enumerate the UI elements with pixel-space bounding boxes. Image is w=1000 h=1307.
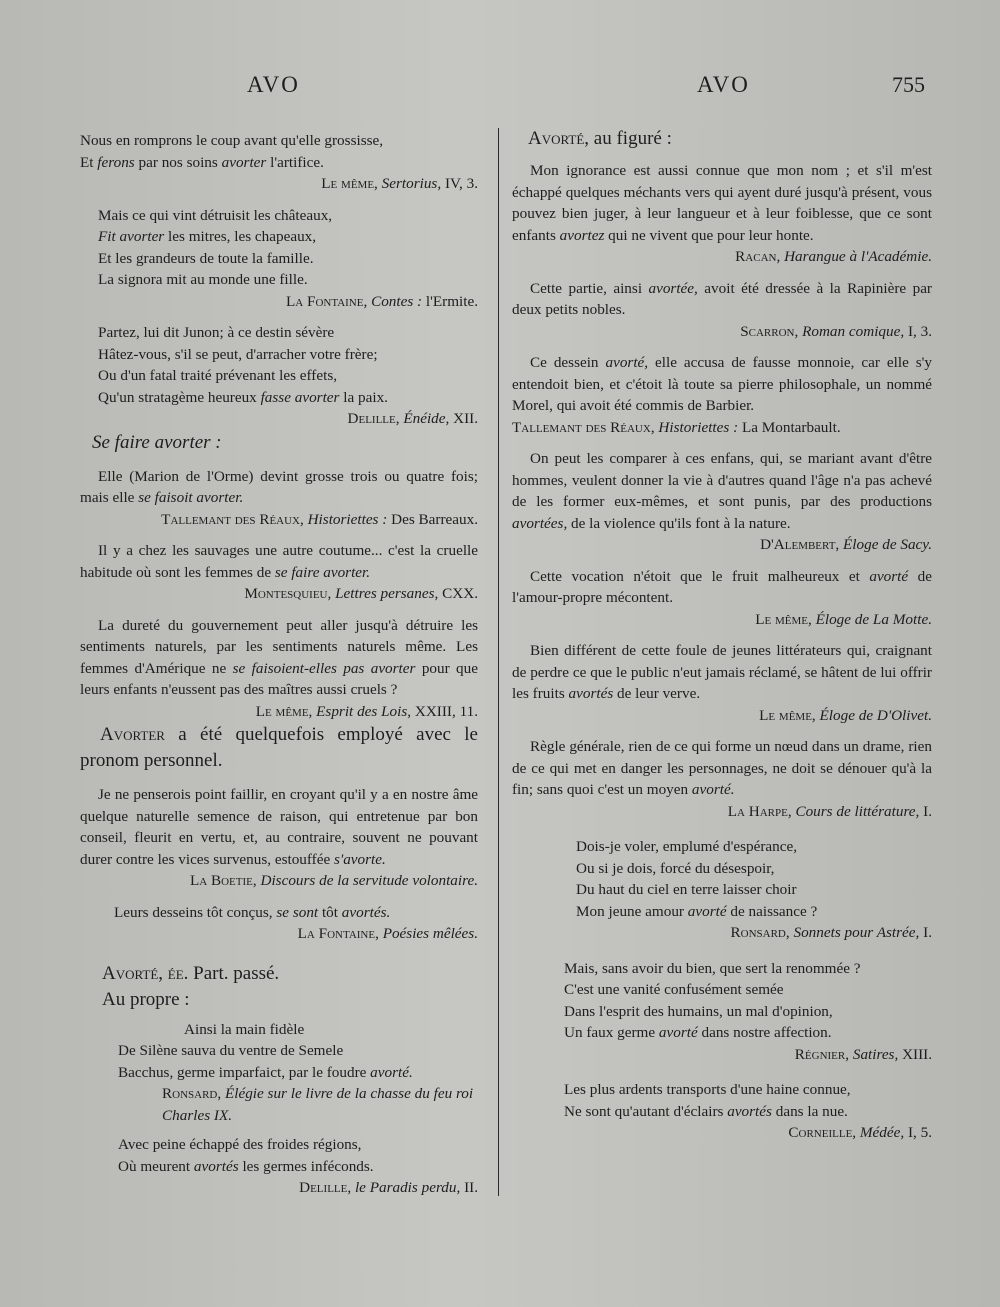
citation: La Boetie, Discours de la servitude volontaire.: [189, 872, 478, 889]
prose-quote: La dureté du gouvernement peut aller jusqu'à détruire les sentiments naturels, par les sentiments naturels même. Les femmes d'Amérique ne se faisoient-elles pas avorter pour que leurs enfants n'eussent pas des maîtres aussi cruels ? Le même, Esprit des Lois, XXIII, 11.: [80, 615, 478, 723]
prose-quote: Cette vocation n'étoit que le fruit malheureux et avorté de l'amour-propre mécontent. Le même, Éloge de La Motte.: [512, 566, 932, 631]
prose-quote: Il y a chez les sauvages une autre coutume... c'est la cruelle habitude où sont les femmes de se faire avorter. Montesquieu, Lettres persanes, CXX.: [80, 540, 478, 605]
citation: Delille, Énéide, XII.: [347, 410, 478, 427]
right-column: [512, 126, 932, 1144]
verse-quote: Avec peine échappé des froides régions, Où meurent avortés les germes inféconds. Delille, le Paradis perdu, II.: [80, 1134, 478, 1199]
running-head-left: AVO: [247, 72, 300, 97]
citation: D'Alembert, Éloge de Sacy.: [760, 536, 932, 553]
section-subheading: Au propre :: [102, 988, 190, 1010]
verse-quote: Nous en romprons le coup avant qu'elle grossisse, Et ferons par nos soins avorter l'artifice. Le même, Sertorius, IV, 3.: [80, 130, 478, 195]
prose-quote: Règle générale, rien de ce qui forme un nœud dans un drame, rien de ce qui met en danger les personnages, ne doit se dénouer qu'à la fin; sans quoi c'est un moyen avorté. La Harpe, Cours de littérature, I.: [512, 736, 932, 822]
verse-quote: Dois-je voler, emplumé d'espérance, Ou si je dois, forcé du désespoir, Du haut du ciel en terre laisser choir Mon jeune amour avorté de naissance ? Ronsard, Sonnets pour Astrée, I.: [512, 836, 932, 944]
prose-quote: Bien différent de cette foule de jeunes littérateurs qui, craignant de perdre ce que le public n'eut jamais réclamé, se hâtent de lui offrir les fruits avortés de leur verve. Le même, Éloge de D'Olivet.: [512, 640, 932, 726]
column-rule: [498, 128, 499, 1196]
left-column: [80, 130, 478, 1199]
page-number: 755: [892, 72, 925, 97]
citation: Tallemant des Réaux, Historiettes : La Montarbault.: [512, 418, 841, 436]
prose-quote: Cette partie, ainsi avortée, avoit été dressée à la Rapinière par deux petits nobles. Scarron, Roman comique, I, 3.: [512, 278, 932, 343]
section-heading: Se faire avorter :: [92, 431, 222, 453]
citation: Montesquieu, Lettres persanes, CXX.: [244, 585, 478, 602]
section-heading: Avorté, ée. Part. passé.: [102, 962, 280, 984]
verse-quote: Mais ce qui vint détruisit les châteaux, Fit avorter les mitres, les chapeaux, Et les grandeurs de toute la famille. La signora mit au monde une fille. La Fontaine, Contes : l'Ermite.: [80, 205, 478, 313]
running-head-right: AVO: [697, 72, 750, 97]
citation: Delille, le Paradis perdu, II.: [299, 1179, 478, 1196]
citation: Tallemant des Réaux, Historiettes : Des Barreaux.: [161, 510, 478, 528]
citation: La Harpe, Cours de littérature, I.: [727, 802, 932, 820]
citation: Corneille, Médée, I, 5.: [788, 1124, 932, 1141]
citation: Scarron, Roman comique, I, 3.: [740, 322, 932, 340]
citation: La Fontaine, Contes : l'Ermite.: [286, 292, 478, 310]
prose-quote: Je ne penserois point faillir, en croyant qu'il y a en nostre âme quelque naturelle semence de raison, qui entretenue par bon conseil, fleurit en vertu, et, au contraire, souvent ne pouvant durer contre les vices survenus, estouffée s'avorte. La Boetie, Discours de la servitude volontaire.: [80, 784, 478, 892]
citation: Le même, Éloge de D'Olivet.: [759, 706, 932, 724]
citation: Ronsard, Sonnets pour Astrée, I.: [730, 924, 932, 941]
prose-quote: Leurs desseins tôt conçus, se sont tôt avortés. La Fontaine, Poésies mêlées.: [80, 902, 478, 945]
citation: Ronsard, Élégie sur le livre de la chasse du feu roi Charles IX.: [162, 1085, 474, 1124]
citation: Racan, Harangue à l'Académie.: [735, 248, 932, 265]
verse-quote: Mais, sans avoir du bien, que sert la renommée ? C'est une vanité confusément semée Dans l'esprit des humains, un mal d'opinion, Un faux germe avorté dans nostre affection. Régnier, Satires, XIII.: [512, 958, 932, 1066]
section-heading: Avorté, au figuré :: [528, 128, 672, 149]
citation: Régnier, Satires, XIII.: [794, 1045, 932, 1063]
citation: Le même, Esprit des Lois, XXIII, 11.: [255, 702, 478, 720]
citation: La Fontaine, Poésies mêlées.: [297, 925, 478, 942]
prose-quote: On peut les comparer à ces enfans, qui, se mariant avant d'être hommes, veulent donner la vie à d'autres quand l'âge n'a pas achevé de les former eux-mêmes, et sont punis, par des productions avortées, de la violence qu'ils font à la nature. D'Alembert, Éloge de Sacy.: [512, 448, 932, 556]
verse-quote: Ainsi la main fidèle De Silène sauva du ventre de Semele Bacchus, germe imparfaict, par le foudre avorté. Ronsard, Élégie sur le livre de la chasse du feu roi Charles IX.: [80, 1019, 478, 1127]
section-heading: Avorter a été quelquefois employé avec le pronom personnel.: [80, 724, 478, 771]
verse-quote: Les plus ardents transports d'une haine connue, Ne sont qu'autant d'éclairs avortés dans la nue. Corneille, Médée, I, 5.: [512, 1079, 932, 1144]
citation: Le même, Sertorius, IV, 3.: [321, 175, 478, 192]
citation: Le même, Éloge de La Motte.: [755, 610, 932, 628]
prose-quote: Ce dessein avorté, elle accusa de fausse monnoie, car elle s'y entendoit bien, et c'étoit là toute sa pierre philosophale, un nommé Morel, qui avoit été commis de Barbier. Tallemant des Réaux, Historiettes : La Montarbault.: [512, 352, 932, 438]
verse-quote: Partez, lui dit Junon; à ce destin sévère Hâtez-vous, s'il se peut, d'arracher votre frère; Ou d'un fatal traité prévenant les effets, Qu'un stratagème heureux fasse avorter la paix. Delille, Énéide, XII.: [80, 322, 478, 430]
prose-quote: Mon ignorance est aussi connue que mon nom ; et s'il m'est échappé quelques méchants vers qui ayent duré jusqu'à présent, vous pouvez bien juger, à leur langueur et à leur foiblesse, que ce sont enfants avortez qui ne vivent que pour leur honte. Racan, Harangue à l'Académie.: [512, 160, 932, 268]
prose-quote: Elle (Marion de l'Orme) devint grosse trois ou quatre fois; mais elle se faisoit avorter. Tallemant des Réaux, Historiettes : Des Barreaux.: [80, 466, 478, 531]
